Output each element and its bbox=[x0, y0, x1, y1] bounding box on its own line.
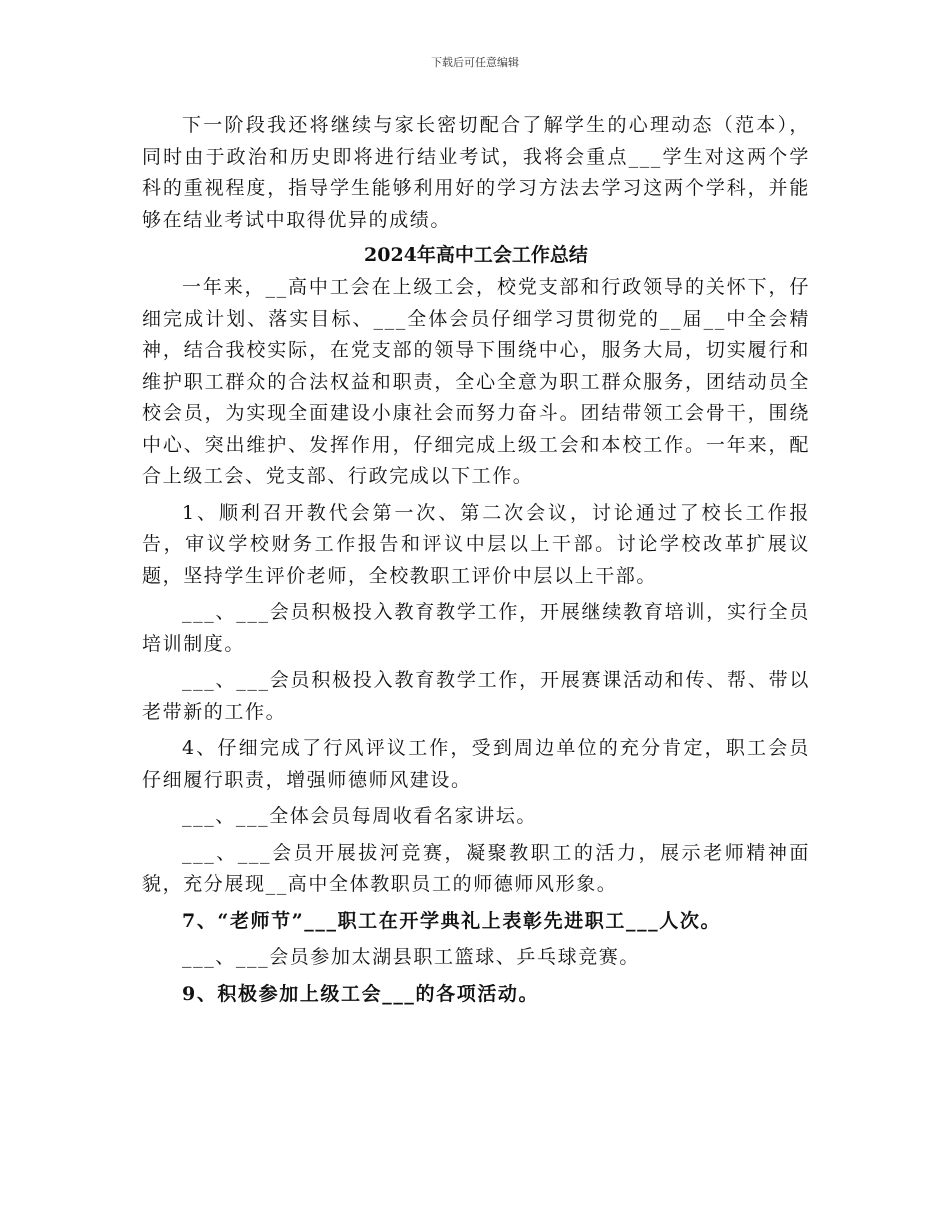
paragraph-item-5: ___、___全体会员每周收看名家讲坛。 bbox=[182, 805, 538, 827]
page-header: 下载后可任意编辑 bbox=[431, 56, 519, 69]
paragraph-item-1: 1、顺利召开教代会第一次、第二次会议，讨论通过了校长工作报告，审议学校财务工作报告和评议中层以上干部。讨论学校改革扩展议题，坚持学生评价老师，全校教职工评价中层以上干部。 bbox=[142, 501, 810, 587]
paragraph-item-7: 7、“老师节”___职工在开学典礼上表彰先进职工___人次。 bbox=[182, 909, 722, 932]
paragraph-item-4: 4、仔细完成了行风评议工作，受到周边单位的充分肯定，职工会员仔细履行职责，增强师德师风建设。 bbox=[142, 737, 810, 791]
paragraph-next-stage: 下一阶段我还将继续与家长密切配合了解学生的心理动态（范本），同时由于政治和历史即将进行结业考试，我将会重点___学生对这两个学科的重视程度，指导学生能够利用好的学习方法去学习这两个学科，并能够在结业考试中取得优异的成绩。 bbox=[142, 114, 810, 231]
paragraph-item-9: 9、积极参加上级工会___的各项活动。 bbox=[182, 982, 540, 1005]
paragraph-item-6: ___、___会员开展拔河竞赛，凝聚教职工的活力，展示老师精神面貌，充分展现__高中全体教职员工的师德师风形象。 bbox=[142, 841, 810, 895]
document-title: 2024年高中工会工作总结 bbox=[364, 244, 588, 266]
paragraph-item-2: ___、___会员积极投入教育教学工作，开展继续教育培训，实行全员培训制度。 bbox=[142, 601, 810, 655]
paragraph-intro: 一年来，__高中工会在上级工会，校党支部和行政领导的关怀下，仔细完成计划、落实目标、___全体会员仔细学习贯彻党的__届__中全会精神，结合我校实际，在党支部的领导下围绕中心，服务大局，切实履行和维护职工群众的合法权益和职责，全心全意为职工群众服务，团结动员全校会员，为实现全面建设小康社会而努力奋斗。团结带领工会骨干，围绕中心、突出维护、发挥作用，仔细完成上级工会和本校工作。一年来，配合上级工会、党支部、行政完成以下工作。 bbox=[142, 276, 810, 487]
paragraph-item-8: ___、___会员参加太湖县职工篮球、乒乓球竞赛。 bbox=[182, 946, 641, 968]
document-body bbox=[142, 110, 810, 1015]
paragraph-item-3: ___、___会员积极投入教育教学工作，开展赛课活动和传、帮、带以老带新的工作。 bbox=[142, 669, 810, 723]
